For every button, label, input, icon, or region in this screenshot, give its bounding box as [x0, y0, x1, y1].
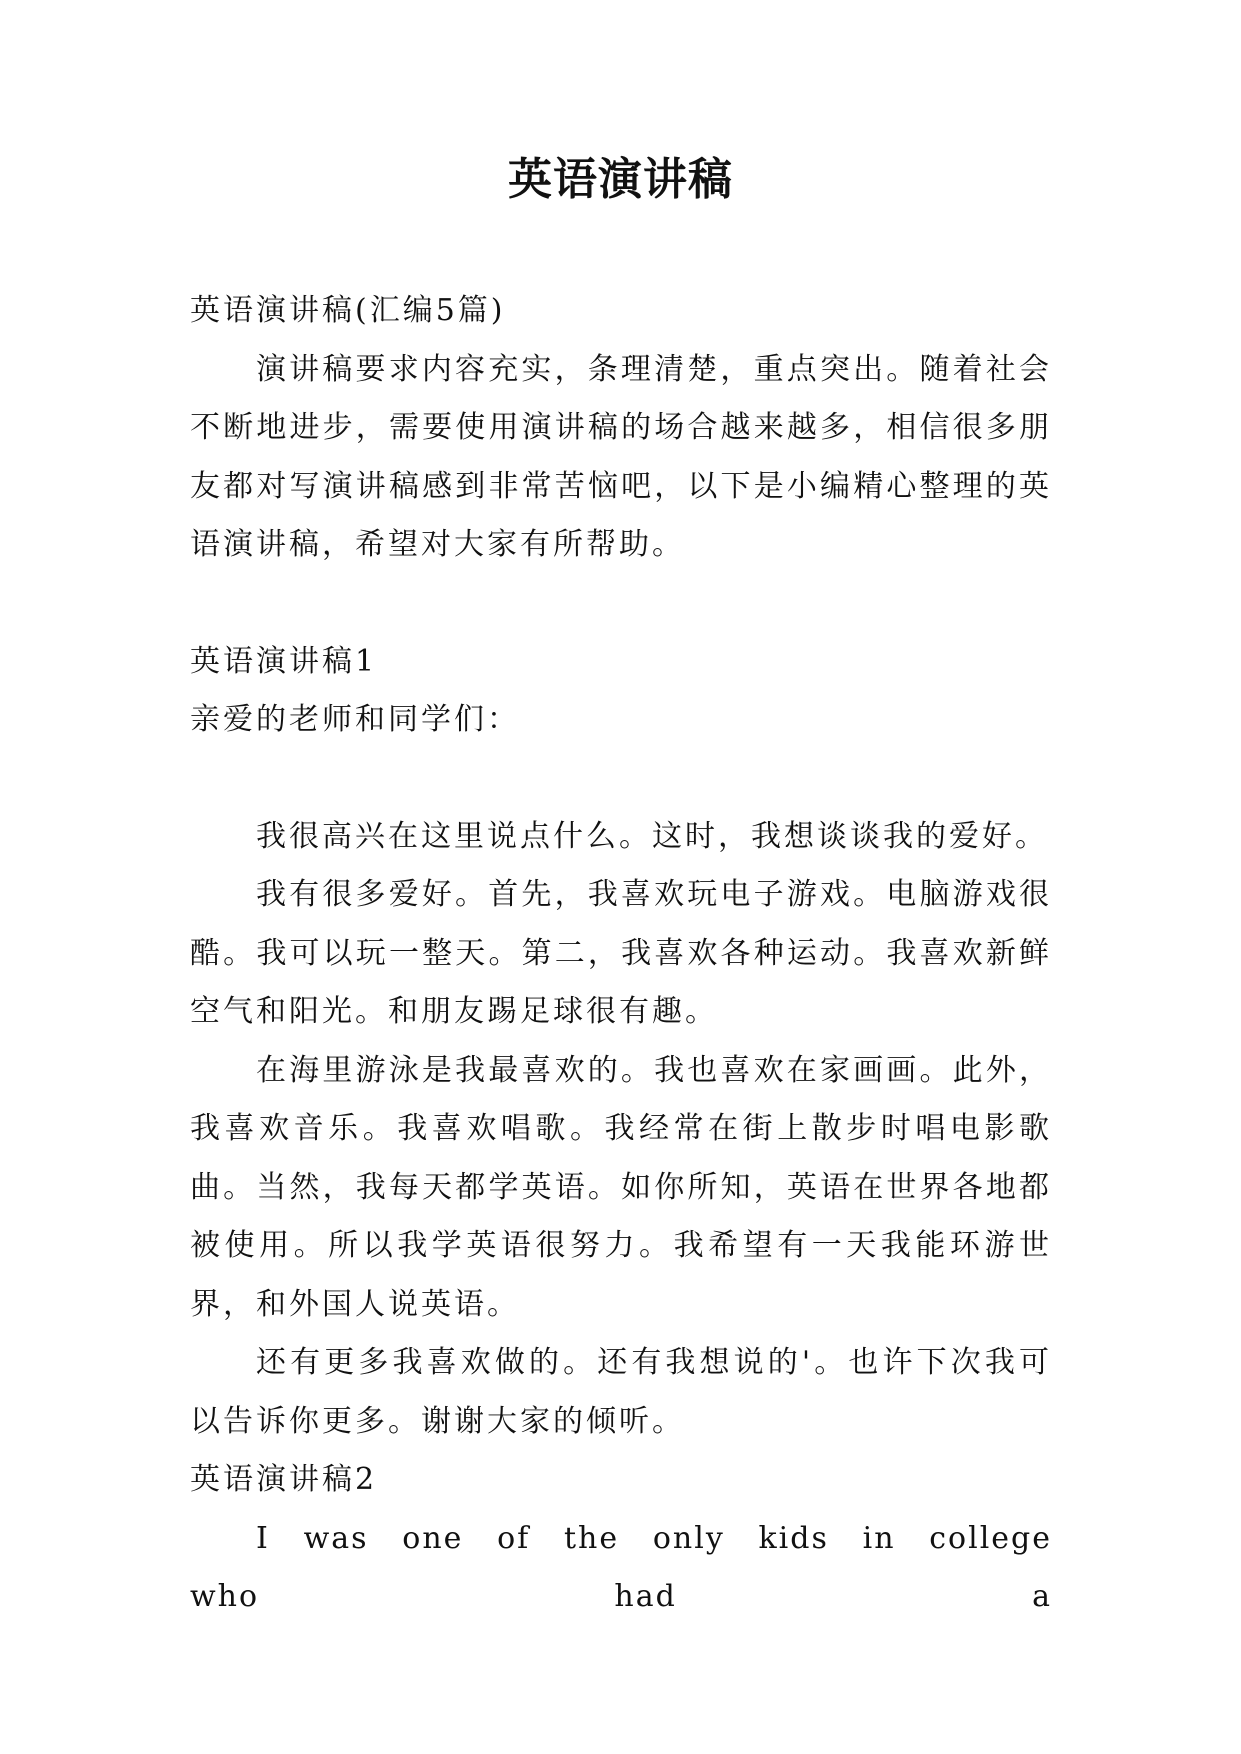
- speech1-paragraph-3: 在海里游泳是我最喜欢的。我也喜欢在家画画。此外，我喜欢音乐。我喜欢唱歌。我经常在街上散步时唱电影歌曲。当然，我每天都学英语。如你所知，英语在世界各地都被使用。所以我学英语很努力。我希望有一天我能环游世界，和外国人说英语。: [190, 1052, 1052, 1322]
- section-heading-2: 英语演讲稿2: [190, 1462, 378, 1497]
- speech1-paragraph-4: 还有更多我喜欢做的。还有我想说的'。也许下次我可以告诉你更多。谢谢大家的倾听。: [190, 1345, 1052, 1439]
- salutation: 亲爱的老师和同学们：: [190, 702, 520, 737]
- section-heading-1: 英语演讲稿1: [190, 643, 378, 679]
- intro-paragraph: 演讲稿要求内容充实，条理清楚，重点突出。随着社会不断地进步，需要使用演讲稿的场合越来越多，相信很多朋友都对写演讲稿感到非常苦恼吧，以下是小编精心整理的英语演讲稿，希望对大家有所帮助。: [190, 351, 1052, 562]
- speech2-paragraph-1: I was one of the only kids in college who had a: [190, 1520, 1052, 1614]
- collection-heading: 英语演讲稿(汇编5篇): [190, 293, 506, 328]
- document-body: [190, 282, 1052, 1627]
- speech1-paragraph-1: 我很高兴在这里说点什么。这时，我想谈谈我的爱好。: [256, 818, 1048, 854]
- speech1-paragraph-2: 我有很多爱好。首先，我喜欢玩电子游戏。电脑游戏很酷。我可以玩一整天。第二，我喜欢各种运动。我喜欢新鲜空气和阳光。和朋友踢足球很有趣。: [190, 877, 1052, 1029]
- document-title: 英语演讲稿: [508, 154, 733, 205]
